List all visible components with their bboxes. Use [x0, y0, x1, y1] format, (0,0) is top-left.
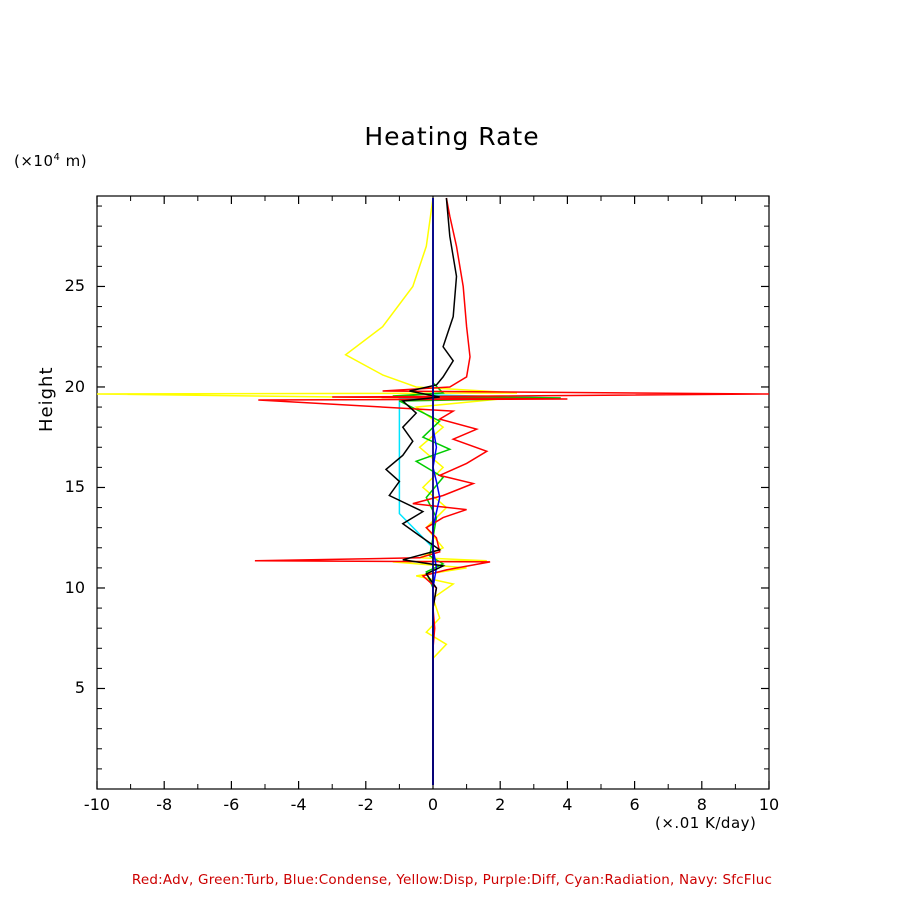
x-axis-unit-label: (×.01 K/day) [655, 814, 757, 832]
y-axis-title: Height [36, 366, 57, 432]
x-tick-label: -2 [357, 795, 374, 814]
series-line-total-black [386, 198, 457, 785]
x-tick-label: 4 [562, 795, 573, 814]
x-tick-label: -6 [223, 795, 240, 814]
x-tick-label: -4 [290, 795, 307, 814]
series-line-adv [255, 198, 769, 785]
y-axis-unit-label: ($\times 10^4$ m) [14, 152, 88, 170]
y-tick-label: 5 [74, 678, 85, 698]
x-tick-label: 0 [427, 795, 439, 814]
x-tick-label: 6 [629, 795, 640, 814]
legend-caption: Red:Adv, Green:Turb, Blue:Condense, Yellow:Disp, Purple:Diff, Cyan:Radiation, Navy: SfcFluc [131, 872, 773, 888]
series-line-turb [393, 198, 561, 785]
chart-title: Heating Rate [364, 122, 540, 151]
x-tick-label: 10 [758, 795, 780, 814]
x-tick-label: 8 [696, 795, 707, 814]
y-tick-label: 25 [64, 276, 85, 296]
y-tick-label: 10 [64, 577, 85, 597]
series-line-radiation [399, 198, 560, 785]
data-series-layer [97, 198, 769, 785]
series-line-condense [433, 198, 440, 785]
y-tick-label: 15 [64, 477, 85, 497]
x-tick-label: 2 [495, 795, 506, 814]
x-tick-label: -10 [83, 795, 111, 814]
y-tick-label: 20 [64, 376, 85, 396]
x-tick-label: -8 [156, 795, 173, 814]
